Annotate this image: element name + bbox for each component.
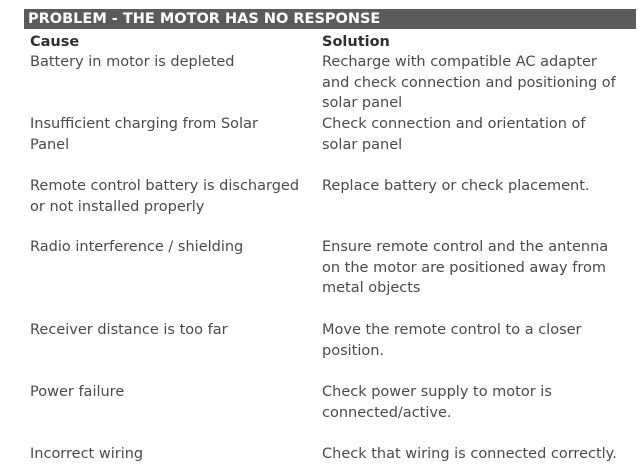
problem-title: PROBLEM - THE MOTOR HAS NO RESPONSE [28, 11, 381, 27]
solution-cell [322, 176, 638, 197]
solution-line: Check power supply to motor is [322, 384, 552, 400]
cause-cell [30, 382, 316, 403]
solution-cell [322, 444, 638, 465]
solution-line: connected/active. [322, 404, 452, 421]
solution-cell [322, 382, 638, 423]
cause-line: Incorrect wiring [30, 446, 144, 462]
solution-line: Recharge with compatible AC adapter [322, 54, 597, 70]
cause-line: Radio interference / shielding [30, 239, 244, 255]
solution-line: on the motor are positioned away from [322, 259, 606, 276]
cause-cell [30, 320, 316, 341]
solution-line: and check connection and positioning of [322, 74, 616, 91]
solution-line: Check connection and orientation of [322, 116, 586, 132]
solution-column-header: Solution [322, 34, 390, 50]
cause-cell [30, 114, 316, 155]
solution-cell [322, 320, 638, 361]
solution-line: Check that wiring is connected correctly. [322, 446, 617, 462]
cause-line: or not installed properly [30, 198, 205, 215]
solution-cell [322, 237, 638, 299]
solution-line: Ensure remote control and the antenna [322, 239, 609, 255]
cause-line: Battery in motor is depleted [30, 54, 235, 70]
cause-line: Panel [30, 136, 70, 153]
solution-line: solar panel [322, 136, 403, 153]
solution-line: position. [322, 342, 385, 359]
cause-line: Receiver distance is too far [30, 322, 228, 338]
solution-line: Replace battery or check placement. [322, 178, 590, 194]
cause-line: Remote control battery is discharged [30, 178, 300, 194]
cause-line: Insufficient charging from Solar [30, 116, 258, 132]
cause-cell [30, 237, 316, 258]
cause-cell [30, 176, 316, 217]
solution-line: metal objects [322, 280, 421, 297]
cause-line: Power failure [30, 384, 125, 400]
cause-cell [30, 444, 316, 465]
solution-line: Move the remote control to a closer [322, 322, 582, 338]
solution-cell [322, 114, 638, 155]
solution-line: solar panel [322, 95, 403, 112]
cause-cell [30, 52, 316, 73]
problem-header-bar [24, 9, 636, 29]
cause-column-header: Cause [30, 34, 80, 50]
solution-cell [322, 52, 638, 114]
